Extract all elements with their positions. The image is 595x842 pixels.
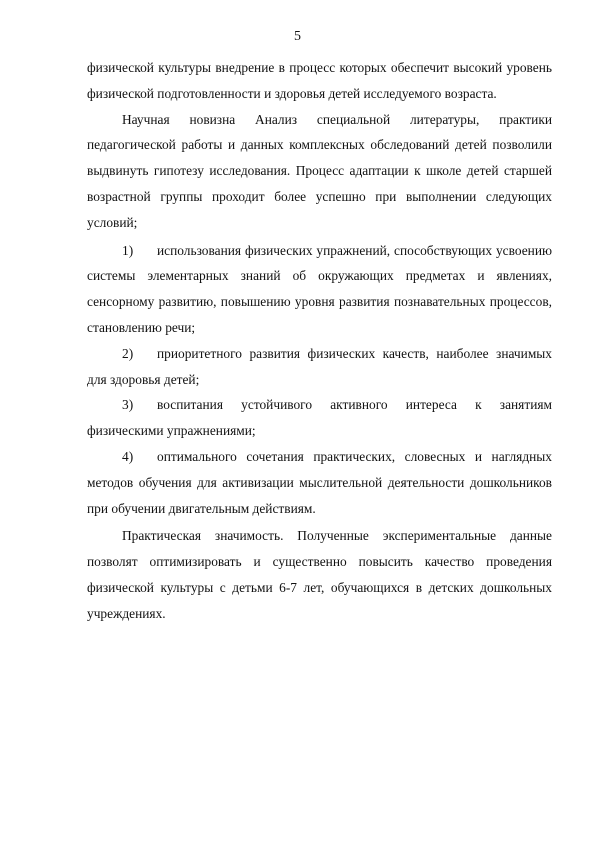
list-item-1: [87, 238, 552, 341]
paragraph-scientific-novelty: Научная новизна Анализ специальной литературы, практики педагогической работы и данных комплексных обследований детей позволили выдвинуть гипотезу исследования. Процесс адаптации к школе детей старшей возрастной группы проходит более успешно при выполнении следующих условий;: [87, 111, 552, 230]
list-item-text: использования физических упражнений, способствующих усвоению системы элементарных знаний об окружающих предметах и явлениях, сенсорному развитию, повышению уровня развития познавательных процессов, становлению речи;: [87, 242, 552, 335]
list-item-text: воспитания устойчивого активного интереса к занятиям физическими упражнениями;: [87, 397, 552, 439]
paragraph-practical-significance: Практическая значимость. Полученные экспериментальные данные позволят оптимизировать и существенно повысить качество проведения физической культуры с детьми 6-7 лет, обучающихся в детских дошкольных учреждениях.: [87, 528, 552, 621]
page-number: 5: [294, 29, 301, 44]
list-item-4: [87, 444, 552, 521]
list-item-3: [87, 392, 552, 444]
list-item-text: приоритетного развития физических качеств, наиболее значимых для здоровья детей;: [87, 345, 552, 387]
list-number: 4): [122, 448, 134, 464]
document-body: [87, 55, 552, 627]
list-item-2: [87, 341, 552, 393]
list-number: 2): [122, 345, 134, 361]
paragraph-continuation: физической культуры внедрение в процесс которых обеспечит высокий уровень физической подготовленности и здоровья детей исследуемого возраста.: [87, 60, 552, 101]
list-item-text: оптимального сочетания практических, словесных и наглядных методов обучения для активизации мыслительной деятельности дошкольников при обучении двигательным действиям.: [87, 448, 552, 516]
list-number: 1): [122, 242, 134, 258]
list-number: 3): [122, 397, 134, 413]
